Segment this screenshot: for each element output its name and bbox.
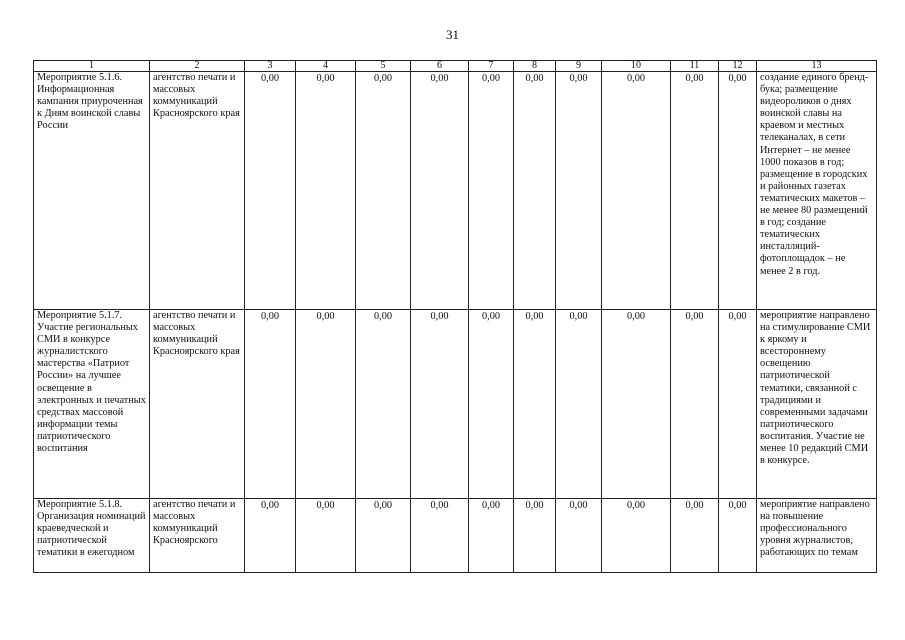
value-cell: 0,00 (245, 310, 296, 499)
value-cell: 0,00 (602, 499, 671, 573)
program-table (33, 60, 877, 573)
value-cell: 0,00 (411, 72, 469, 310)
column-header: 4 (296, 61, 356, 72)
column-header: 11 (671, 61, 719, 72)
value-cell: 0,00 (556, 499, 602, 573)
value-cell: 0,00 (296, 72, 356, 310)
value-cell: 0,00 (411, 310, 469, 499)
column-header: 1 (34, 61, 150, 72)
value-cell: 0,00 (245, 72, 296, 310)
value-cell: 0,00 (671, 310, 719, 499)
column-header: 5 (356, 61, 411, 72)
executor-cell: агентство печати и массовых коммуникаций Красноярского края (150, 310, 245, 499)
value-cell: 0,00 (602, 310, 671, 499)
expected-result-cell: мероприятие направлено на повышение профессионального уровня журналистов, работающих по темам (757, 499, 877, 573)
value-cell: 0,00 (671, 499, 719, 573)
table-row (34, 310, 877, 499)
table-row (34, 499, 877, 573)
column-number-header-row (34, 61, 877, 72)
table-row (34, 72, 877, 310)
column-header: 6 (411, 61, 469, 72)
value-cell: 0,00 (556, 72, 602, 310)
value-cell: 0,00 (356, 310, 411, 499)
value-cell: 0,00 (514, 72, 556, 310)
value-cell: 0,00 (469, 310, 514, 499)
executor-cell: агентство печати и массовых коммуникаций Красноярского (150, 499, 245, 573)
column-header: 7 (469, 61, 514, 72)
column-header: 2 (150, 61, 245, 72)
column-header: 13 (757, 61, 877, 72)
expected-result-cell: создание единого бренд-бука; размещение видеороликов о днях воинской славы на краевом и местных телеканалах, в сети Интернет – не менее 1000 показов в год; размещение в городских и районных газетах тематических макетов – не менее 80 размещений в год; создание тематических инсталляций-фотоплощадок – не менее 2 в год. (757, 72, 877, 310)
value-cell: 0,00 (469, 72, 514, 310)
value-cell: 0,00 (671, 72, 719, 310)
value-cell: 0,00 (719, 72, 757, 310)
value-cell: 0,00 (514, 499, 556, 573)
value-cell: 0,00 (469, 499, 514, 573)
column-header: 10 (602, 61, 671, 72)
expected-result-cell: мероприятие направлено на стимулирование СМИ к яркому и всестороннему освещению патриотической тематики, связанной с традициями и современными задачами патриотического воспитания. Участие не менее 10 редакций СМИ в конкурсе. (757, 310, 877, 499)
value-cell: 0,00 (719, 499, 757, 573)
value-cell: 0,00 (296, 499, 356, 573)
activity-name-cell: Мероприятие 5.1.7. Участие региональных СМИ в конкурсе журналистского мастерства «Патриот России» на лучшее освещение в электронных и печатных средствах массовой информации темы патриотического воспитания (34, 310, 150, 499)
value-cell: 0,00 (556, 310, 602, 499)
value-cell: 0,00 (514, 310, 556, 499)
activity-name-cell: Мероприятие 5.1.8. Организация номинаций краеведческой и патриотической тематики в ежегодном (34, 499, 150, 573)
column-header: 12 (719, 61, 757, 72)
value-cell: 0,00 (245, 499, 296, 573)
value-cell: 0,00 (356, 499, 411, 573)
executor-cell: агентство печати и массовых коммуникаций Красноярского края (150, 72, 245, 310)
value-cell: 0,00 (356, 72, 411, 310)
value-cell: 0,00 (411, 499, 469, 573)
column-header: 3 (245, 61, 296, 72)
value-cell: 0,00 (719, 310, 757, 499)
page-number: 31 (446, 27, 459, 42)
column-header: 9 (556, 61, 602, 72)
value-cell: 0,00 (296, 310, 356, 499)
value-cell: 0,00 (602, 72, 671, 310)
activity-name-cell: Мероприятие 5.1.6. Информационная кампания приуроченная к Дням воинской славы России (34, 72, 150, 310)
column-header: 8 (514, 61, 556, 72)
